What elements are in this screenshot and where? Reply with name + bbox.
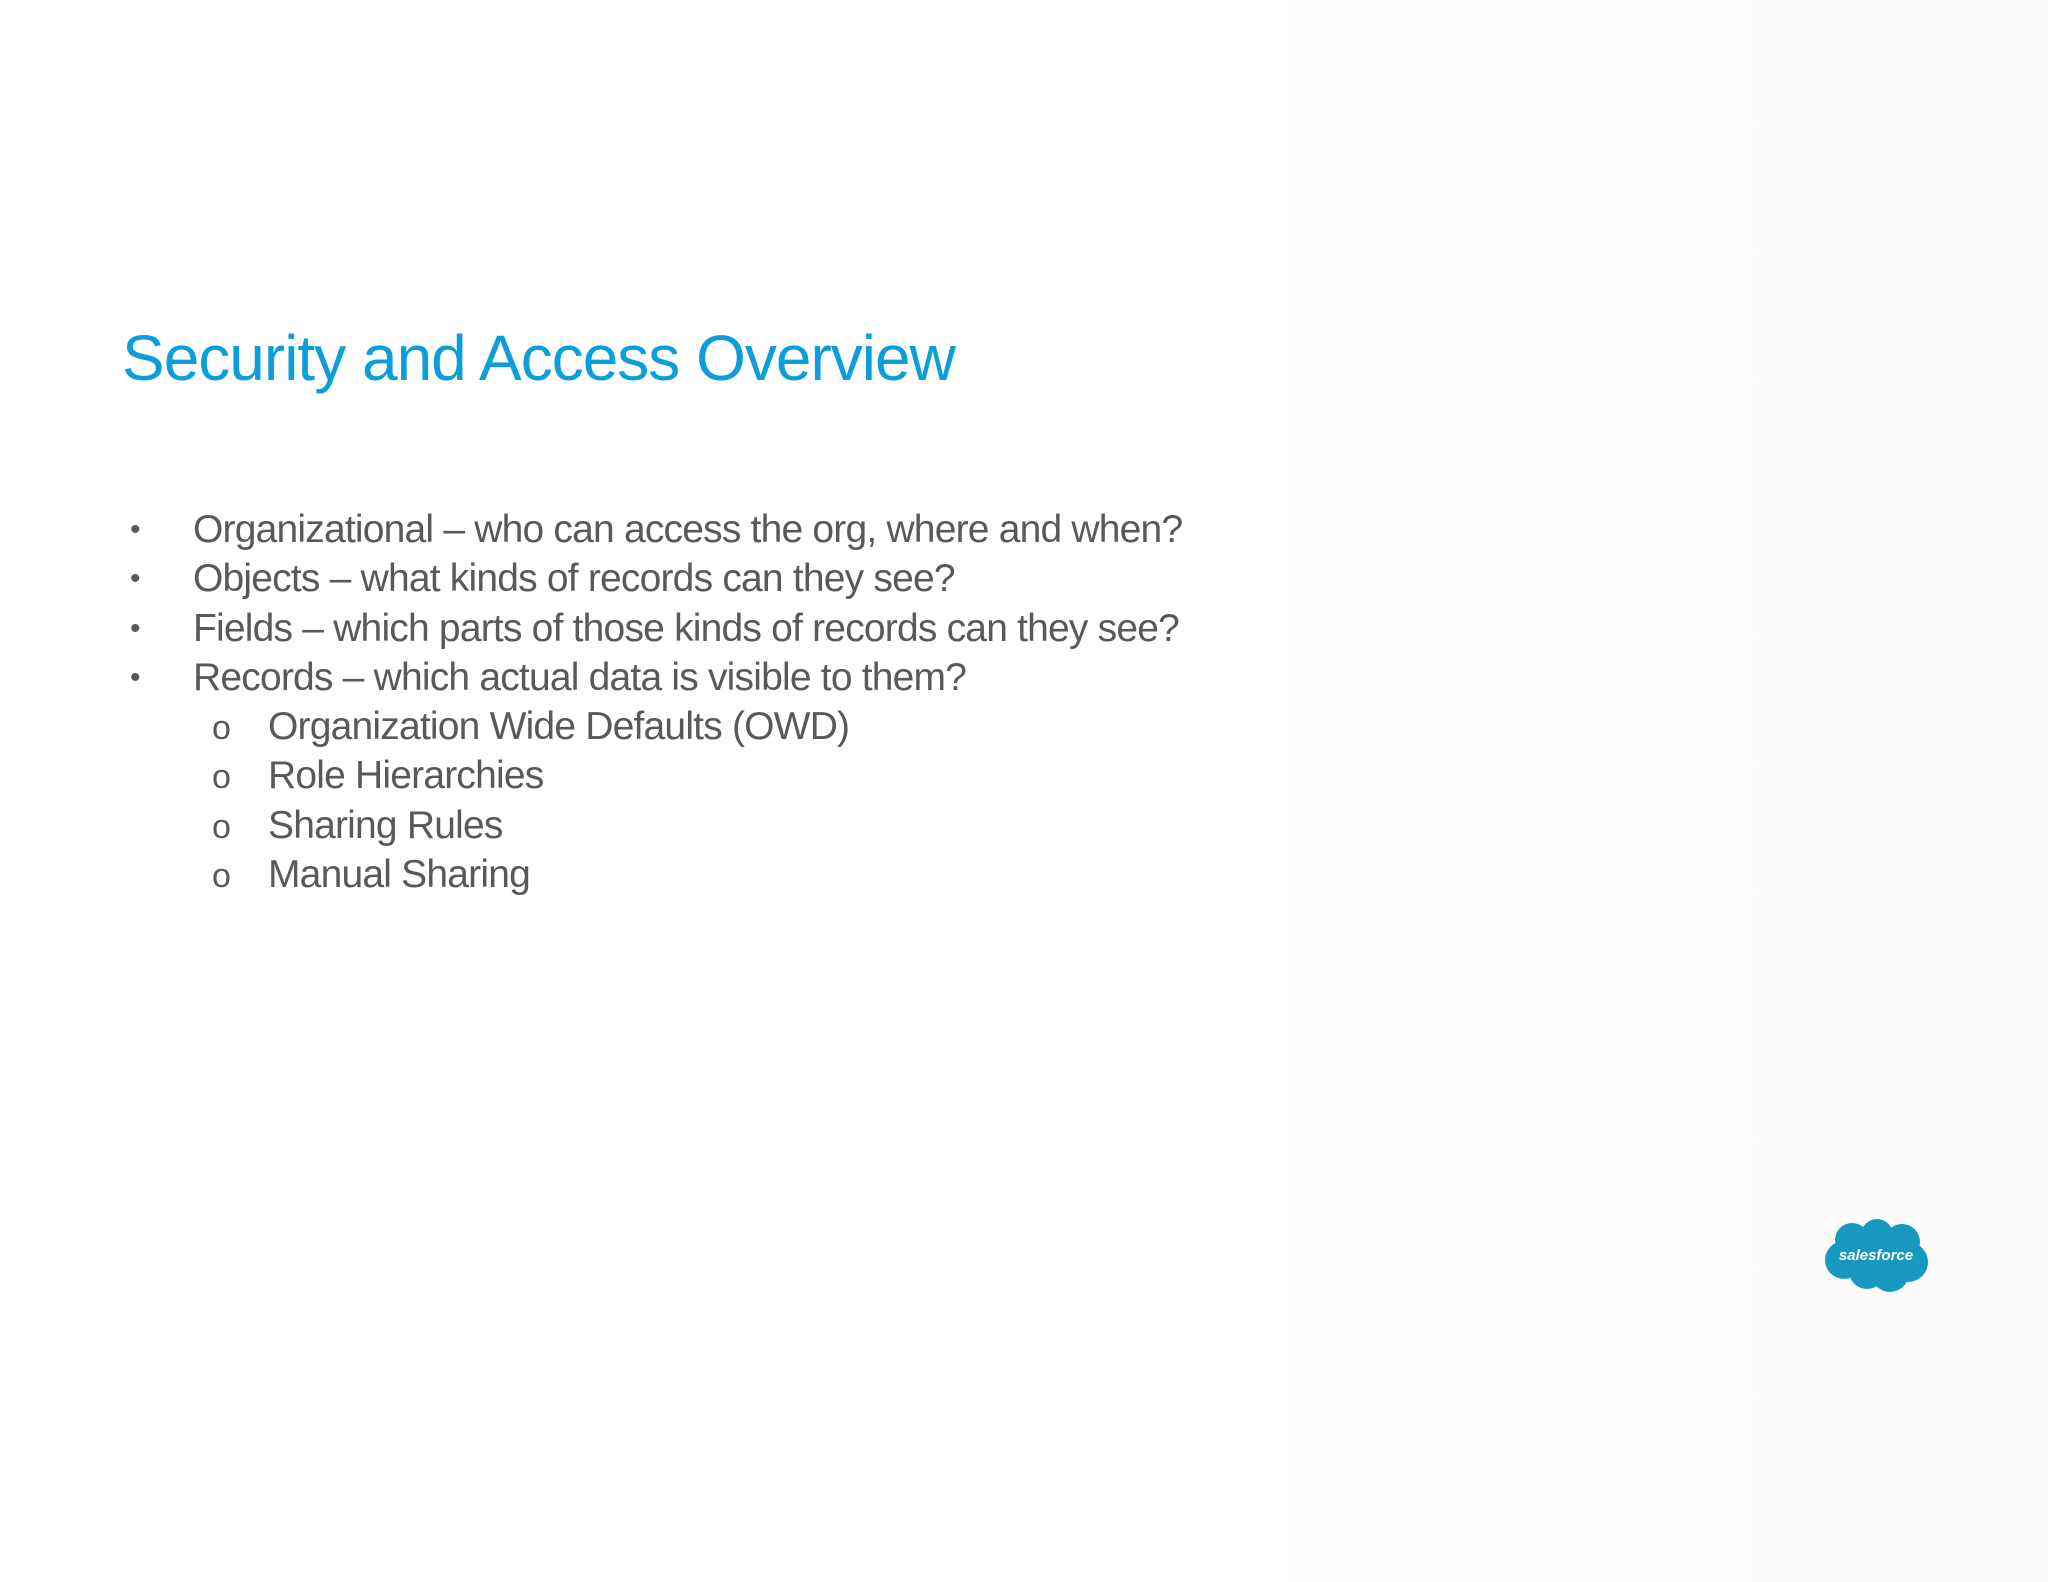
sub-bullet-marker: o bbox=[212, 807, 231, 846]
bullet-text: Objects – what kinds of records can they see? bbox=[193, 557, 955, 601]
salesforce-cloud-logo-icon bbox=[1822, 1218, 1930, 1296]
sub-bullet-marker: o bbox=[212, 857, 231, 896]
bullet-marker: • bbox=[130, 562, 140, 596]
bullet-marker: • bbox=[130, 660, 140, 694]
bullet-text: Fields – which parts of those kinds of records can they see? bbox=[193, 606, 1180, 650]
sub-bullet-marker: o bbox=[212, 758, 231, 797]
logo-text: salesforce bbox=[1838, 1247, 1914, 1264]
sub-bullet-text: Sharing Rules bbox=[268, 803, 503, 847]
sub-bullet-text: Manual Sharing bbox=[268, 853, 530, 897]
bullet-marker: • bbox=[130, 611, 140, 645]
sub-bullet-text: Organization Wide Defaults (OWD) bbox=[268, 705, 850, 749]
slide-title: Security and Access Overview bbox=[122, 322, 955, 394]
bullet-text: Records – which actual data is visible to them? bbox=[193, 655, 967, 699]
bullet-marker: • bbox=[130, 513, 140, 546]
bullet-text: Organizational – who can access the org, where and when? bbox=[193, 508, 1183, 551]
sub-bullet-marker: o bbox=[212, 709, 231, 748]
sub-bullet-text: Role Hierarchies bbox=[268, 754, 544, 798]
